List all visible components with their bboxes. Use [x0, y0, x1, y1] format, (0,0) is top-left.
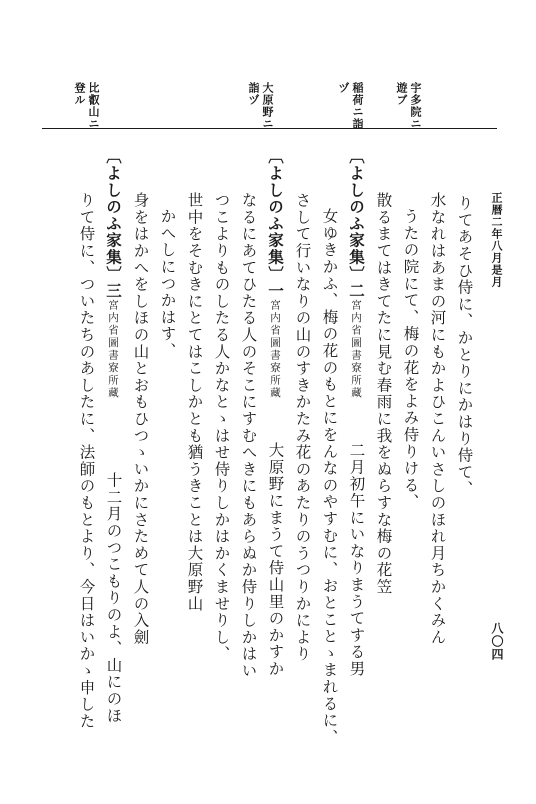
- text-column-12: りて侍に、ついたちのあしたに、法師のもとより、今日はいかゝ申した: [77, 192, 96, 730]
- margin-note-line: 遊ブ: [395, 82, 408, 106]
- margin-note-line: 詣ヅ: [247, 82, 260, 106]
- margin-note-line: 大原野ニ: [261, 82, 274, 130]
- source-number: 二: [347, 282, 366, 300]
- source-column-2: [267, 148, 283, 399]
- running-header: 正暦二年八月是月: [490, 192, 503, 288]
- text-column-6: さして行いなりの山のすきかたみ花のあたりのうつりかにより: [293, 192, 312, 663]
- text-column-2: 水なれはあまの河にもかよひこんいさしのほれ月ちかくみん: [428, 192, 447, 646]
- header-divider: [42, 128, 497, 129]
- page-number: 八〇四: [490, 622, 504, 661]
- margin-note-line: 宇多院ニ: [409, 82, 422, 130]
- source-title: 〔よしのふ家集〕: [347, 148, 366, 283]
- margin-note-line: ヅ: [337, 82, 350, 94]
- margin-note-uda-2: [396, 82, 407, 106]
- source-title: 〔よしのふ家集〕: [266, 148, 285, 283]
- text-column-11: 身をはかへをしほの山とおもひつゝいかにさためて人の入劍: [131, 192, 150, 646]
- source-title: 〔よしのふ家集〕: [104, 148, 123, 283]
- source-note: 宮内省圖書寮所藏: [107, 299, 119, 400]
- margin-note-oharano: [262, 82, 273, 130]
- source-title-text: よしのふ家集: [347, 164, 366, 266]
- text-column-3: うたの院にて、梅の花をよみ侍りける、: [401, 208, 420, 511]
- text-column-7: なるにあてひたる人のそこにすむへきにもあらぬか侍りしかはい: [239, 192, 258, 680]
- text-column-9: 世中をそむきにとてはこしかとも猶うきことは大原野山: [185, 192, 204, 612]
- margin-note-line: 比叡山ニ: [87, 82, 100, 130]
- margin-note-hiei-2: [74, 82, 85, 106]
- source-column-3: [105, 148, 121, 399]
- source-column-1: [348, 148, 364, 399]
- margin-note-inari-2: [338, 82, 349, 94]
- text-column-1: りてあそひ侍に、かとりにかはり侍て、: [455, 195, 474, 498]
- margin-note-line: 登ル: [73, 82, 86, 106]
- source-note: 宮内省圖書寮所藏: [350, 299, 362, 400]
- continuation-column-2: 大原野にまうて侍山里のかすか: [266, 442, 285, 678]
- margin-note-hiei: [88, 82, 99, 130]
- margin-note-oharano-2: [248, 82, 259, 106]
- text-column-8: つこよりものしたる人かなとゝはせ侍りしかはかくませりし、: [212, 192, 231, 663]
- text-column-10: かへしにつかはす、: [158, 208, 177, 360]
- margin-note-inari: [352, 82, 363, 130]
- margin-note-line: 稲荷ニ詣: [351, 82, 364, 130]
- source-number: 一: [266, 282, 285, 300]
- source-number: 三: [104, 282, 123, 300]
- margin-note-uda: [410, 82, 421, 130]
- source-title-text: よしのふ家集: [266, 164, 285, 266]
- text-column-4: 散るまてはきてたに見む春雨に我をぬらすな梅の花笠: [374, 192, 393, 596]
- continuation-column-1: 二月初午にいなりまうてする男: [347, 442, 366, 678]
- continuation-column-3: 十二月のつこもりのよ、山にのほ: [104, 472, 123, 724]
- source-title-text: よしのふ家集: [104, 164, 123, 266]
- source-note: 宮内省圖書寮所藏: [269, 299, 281, 400]
- text-column-5: 女ゆきかふ、梅の花のもとにをんなのやすむに、おとことゝまれるに、: [320, 208, 339, 746]
